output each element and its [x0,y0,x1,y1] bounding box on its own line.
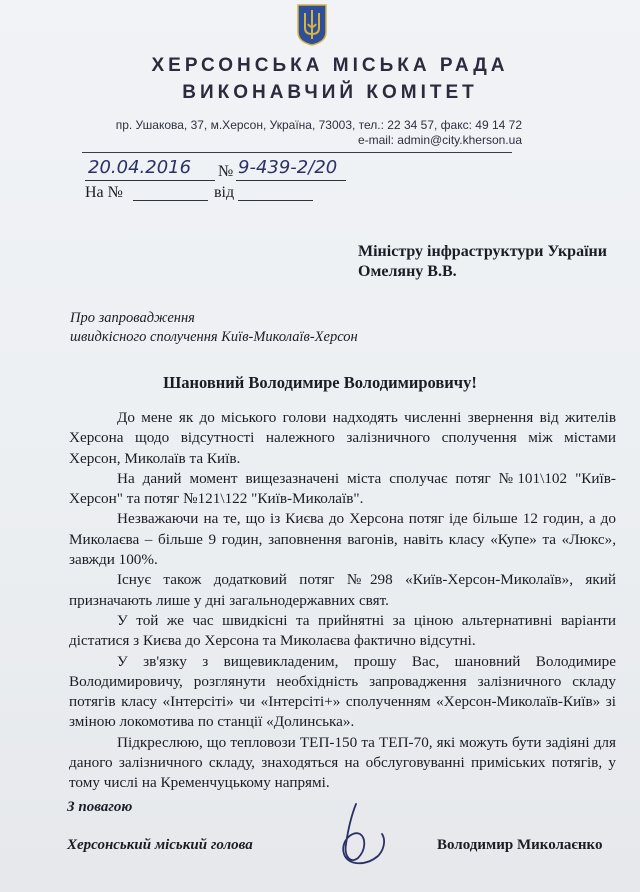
reference-from-label: від [214,184,235,201]
date-underline [85,180,215,181]
handwritten-date: 20.04.2016 [88,157,192,178]
letter-body [69,408,616,794]
organization-address: пр. Ушакова, 37, м.Херсон, Україна, 73003, тел.: 22 34 57, факс: 49 14 72 [115,118,522,132]
signer-name: Володимир Миколаєнко [437,837,603,853]
body-paragraph: Підкреслюю, що тепловози ТЕП-150 та ТЕП-70, які можуть бути задіяні для даного залізничного складу, знаходяться на обслуговуванні приміських потягів, у тому числі на Кременчуцькому напрямі. [69,733,616,792]
handwritten-signature [326,800,396,872]
organization-name: ХЕРСОНСЬКА МІСЬКА РАДА [151,55,509,76]
addressee-name: Омеляну В.В. [358,263,457,280]
handwritten-number: 9-439-2/20 [238,157,338,178]
body-paragraph: Існує також додатковий потяг №298 «Київ-Херсон-Миколаїв», який призначають лише у дні загальнодержавних свят. [69,571,616,609]
trident-emblem-icon [297,4,327,46]
header-divider [82,152,512,153]
subject-line-2: швидкісного сполучення Київ-Миколаїв-Херсон [70,329,358,345]
body-paragraph: У той же час швидкісні та прийнятні за ціною альтернативні варіанти дістатися з Києва до Херсона та Миколаєва фактично відсутні. [69,611,616,650]
reference-label: На № [85,184,123,201]
closing-regards: З повагою [67,799,133,815]
signer-position: Херсонський міський голова [67,837,253,853]
addressee-position: Міністру інфраструктури України [358,243,607,260]
subject-line-1: Про запровадження [70,310,195,326]
number-label: № [218,163,234,180]
organization-subtitle: ВИКОНАВЧИЙ КОМІТЕТ [182,82,478,103]
body-paragraph: До мене як до міського голови надходять численні звернення від жителів Херсона щодо відсутності належного залізничного сполучення між містами Херсон, Миколаїв та Київ. [69,409,616,467]
reference-date-blank [238,200,313,201]
reference-number-blank [133,200,208,201]
body-paragraph: Незважаючи на те, що із Києва до Херсона потяг іде більше 12 годин, а до Миколаєва – більше 9 годин, заповнення вагонів, навіть класу «Купе» та «Люкс», завжди 100%. [69,510,616,569]
salutation: Шановний Володимире Володимировичу! [163,373,477,392]
number-underline [236,180,346,181]
organization-email: e-mail: admin@city.kherson.ua [357,133,522,147]
body-paragraph: У зв'язку з вищевикладеним, прошу Вас, шановний Володимире Володимировичу, розглянути необхідність запровадження залізничного складу потягів класу «Інтерсіті» чи «Інтерсіті+» сполученням «Херсон-Миколаїв-Київ» зі зміною локомотива по станції «Долинська». [69,652,616,731]
body-paragraph: На даний момент вищезазначені міста сполучає потяг №101\102 "Київ-Херсон" та потяг №121\122 "Київ-Миколаїв". [69,469,616,508]
